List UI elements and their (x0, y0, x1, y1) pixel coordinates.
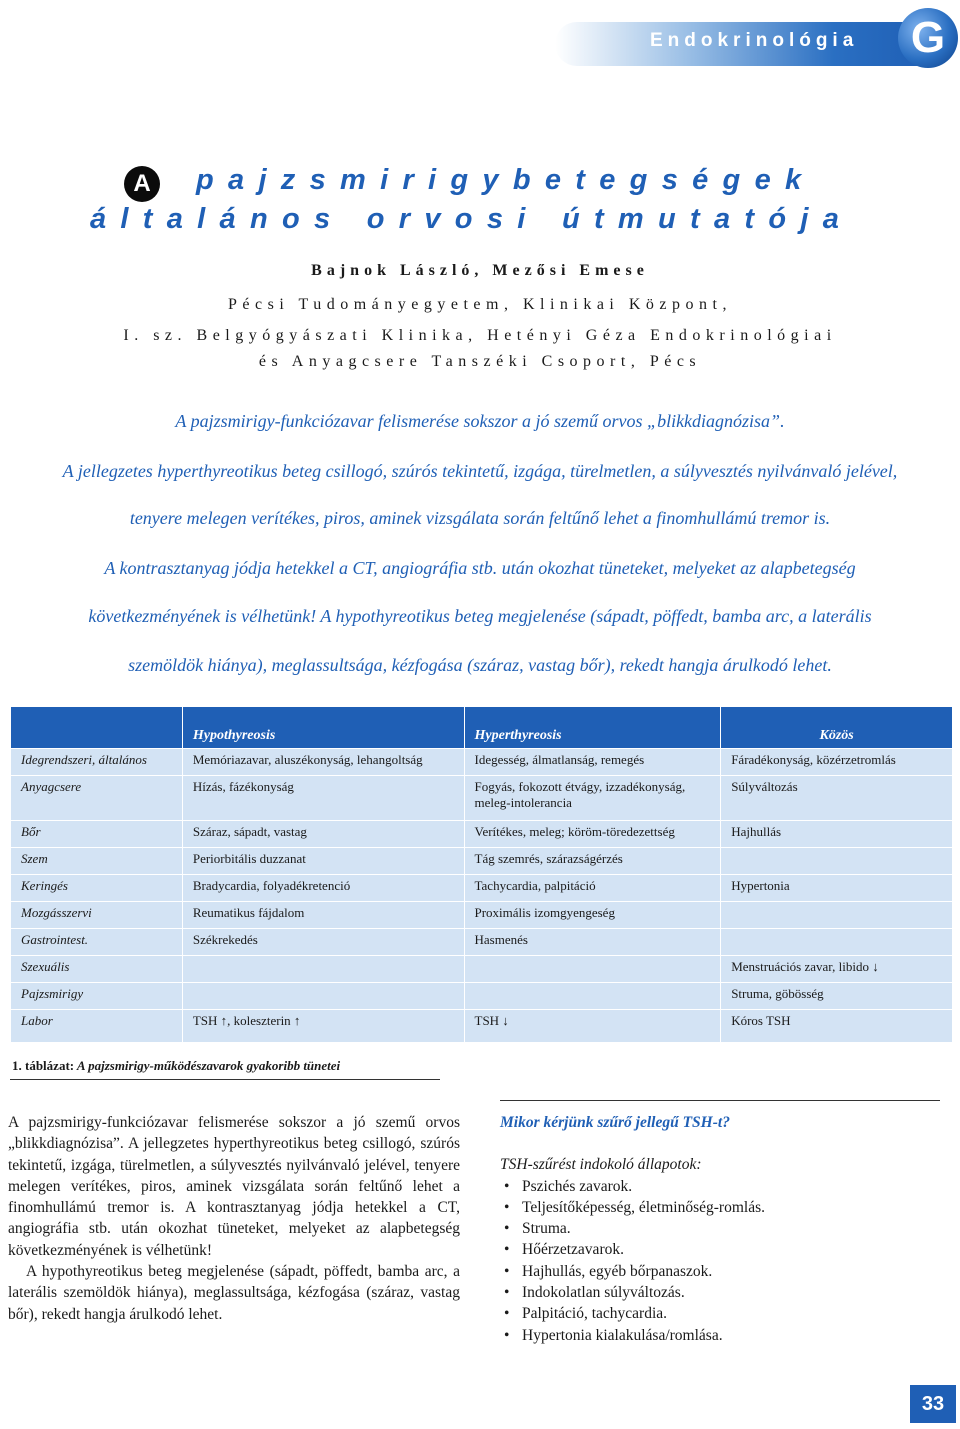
journal-logo: G (898, 8, 958, 68)
table-header-cell: Hypothyreosis (182, 707, 464, 749)
body-right-column (500, 1112, 940, 1346)
lead-line: szemöldök hiánya), meglassultsága, kézfogása (száraz, vastag bőr), rekedt hangja árulkodó lehet. (128, 655, 832, 675)
list-item: • Struma. (500, 1218, 940, 1239)
affiliation-line: I. sz. Belgyógyászati Klinika, Hetényi Géza Endokrinológiai (123, 327, 837, 344)
lead-line: A kontrasztanyag jódja hetekkel a CT, angiográfia stb. után okozhat tüneteket, melyeket az alapbetegség (104, 558, 856, 578)
table-row (11, 875, 953, 902)
table-header-cell (11, 707, 183, 749)
table-cell: Struma, göbösség (721, 983, 953, 1010)
table-cell: Száraz, sápadt, vastag (182, 821, 464, 848)
table-cell: Székrekedés (182, 929, 464, 956)
caption-text: A pajzsmirigy-működészavarok gyakoribb tünetei (76, 1058, 341, 1073)
list-item: • Teljesítőképesség, életminőség-romlás. (500, 1197, 940, 1218)
indication-list (500, 1176, 940, 1346)
list-item: • Hajhullás, egyéb bőrpanaszok. (500, 1261, 940, 1282)
table-cell: Idegesség, álmatlanság, remegés (464, 749, 721, 776)
row-label: Keringés (11, 875, 183, 902)
list-item: • Palpitáció, tachycardia. (500, 1303, 940, 1324)
list-item: • Indokolatlan súlyváltozás. (500, 1282, 940, 1303)
table-cell: Periorbitális duzzanat (182, 848, 464, 875)
sidebar-question: Mikor kérjünk szűrő jellegű TSH-t? (500, 1114, 730, 1131)
body-left-column (8, 1112, 460, 1325)
table-cell: Hízás, fázékonyság (182, 776, 464, 821)
table-cell (464, 983, 721, 1010)
table-cell: Kóros TSH (721, 1010, 953, 1043)
table-cell (721, 929, 953, 956)
table-cell: Bradycardia, folyadékretenció (182, 875, 464, 902)
table-cell: Menstruációs zavar, libido ↓ (721, 956, 953, 983)
table-cell (182, 956, 464, 983)
table-cell: Tachycardia, palpitáció (464, 875, 721, 902)
table-row (11, 749, 953, 776)
sidebar-divider (500, 1100, 940, 1101)
affiliation-line: és Anyagcsere Tanszéki Csoport, Pécs (258, 353, 702, 370)
table-cell (721, 848, 953, 875)
table-cell: Verítékes, meleg; köröm-töredezettség (464, 821, 721, 848)
table-row (11, 1010, 953, 1043)
table-header-row (11, 707, 953, 749)
page-number: 33 (910, 1385, 956, 1423)
table-cell: Proximális izomgyengeség (464, 902, 721, 929)
table-cell: Hasmenés (464, 929, 721, 956)
article-title-line2: általános orvosi útmutatója (90, 203, 854, 235)
list-item: • Pszichés zavarok. (500, 1176, 940, 1197)
table-row (11, 929, 953, 956)
row-label: Gastrointest. (11, 929, 183, 956)
row-label: Szexuális (11, 956, 183, 983)
sidebar-subtitle: TSH-szűrést indokoló állapotok: (500, 1156, 702, 1174)
table-cell: Fáradékonyság, közérzetromlás (721, 749, 953, 776)
table-row (11, 902, 953, 929)
row-label: Mozgásszervi (11, 902, 183, 929)
table-cell: Hajhullás (721, 821, 953, 848)
row-label: Labor (11, 1010, 183, 1043)
table-header-cell: Hyperthyreosis (464, 707, 721, 749)
lead-line: következményének is vélhetünk! A hypothyreotikus beteg megjelenése (sápadt, pöffedt, bamba arc, a laterális (88, 606, 872, 626)
row-label: Anyagcsere (11, 776, 183, 821)
table-cell: Tág szemrés, szárazságérzés (464, 848, 721, 875)
title-badge: A (124, 166, 160, 202)
row-label: Bőr (11, 821, 183, 848)
list-item: • Hypertonia kialakulása/romlása. (500, 1325, 940, 1346)
symptoms-table (10, 706, 953, 1043)
table-cell (182, 983, 464, 1010)
lead-line: A pajzsmirigy-funkciózavar felismerése sokszor a jó szemű orvos „blikkdiagnózisa”. (175, 411, 785, 431)
table-cell: Reumatikus fájdalom (182, 902, 464, 929)
row-label: Szem (11, 848, 183, 875)
affiliation-line: Pécsi Tudományegyetem, Klinikai Központ, (228, 296, 732, 313)
article-title-line1: pajzsmirigybetegségek (196, 164, 816, 196)
lead-line: A jellegzetes hyperthyreotikus beteg csillogó, szúrós tekintetű, izgága, türelmetlen, a súlyvesztés nyilvánvaló jelével, (62, 461, 898, 481)
table-cell: Hypertonia (721, 875, 953, 902)
table-caption (12, 1058, 340, 1074)
section-title: Endokrinológia (650, 30, 859, 51)
table-cell: Súlyváltozás (721, 776, 953, 821)
table-cell: Memóriazavar, aluszékonyság, lehangoltság (182, 749, 464, 776)
table-header-cell: Közös (721, 707, 953, 749)
row-label: Pajzsmirigy (11, 983, 183, 1010)
authors: Bajnok László, Mezősi Emese (311, 262, 649, 279)
caption-number: 1. táblázat: (12, 1058, 75, 1073)
table-row (11, 848, 953, 875)
table-row (11, 956, 953, 983)
table-row (11, 983, 953, 1010)
table-cell: TSH ↓ (464, 1010, 721, 1043)
body-paragraph: A pajzsmirigy-funkciózavar felismerése sokszor a jó szemű orvos „blikkdiagnózisa”. A jellegzetes hyperthyreotikus beteg csillogó, szúrós tekintetű, izgága, türelmetlen, a súlyvesztés nyilvánvaló jelével, tenyere melegen verítékes, piros, aminek vizsgálata során feltűnő lehet a finomhullámú tremor is. A kontrasztanyag jódja hetekkel a CT, angiográfia stb. után okozhat tüneteket, melyeket az alapbetegség következményének is vélhetünk! (8, 1114, 460, 1259)
row-label: Idegrendszeri, általános (11, 749, 183, 776)
table-row (11, 821, 953, 848)
table-row (11, 776, 953, 821)
lead-line: tenyere melegen verítékes, piros, aminek vizsgálata során feltűnő lehet a finomhullámú tremor is. (129, 508, 831, 528)
table-cell: Fogyás, fokozott étvágy, izzadékonyság, meleg-intolerancia (464, 776, 721, 821)
caption-divider (10, 1079, 440, 1080)
list-item: • Hőérzetzavarok. (500, 1239, 940, 1260)
body-paragraph: A hypothyreotikus beteg megjelenése (sápadt, pöffedt, bamba arc, a laterális szemöldök hiánya), meglassultsága, kézfogása (száraz, vastag bőr), rekedt hangja árulkodó lehet. (8, 1263, 460, 1323)
table-cell (464, 956, 721, 983)
table-cell: TSH ↑, koleszterin ↑ (182, 1010, 464, 1043)
table-cell (721, 902, 953, 929)
